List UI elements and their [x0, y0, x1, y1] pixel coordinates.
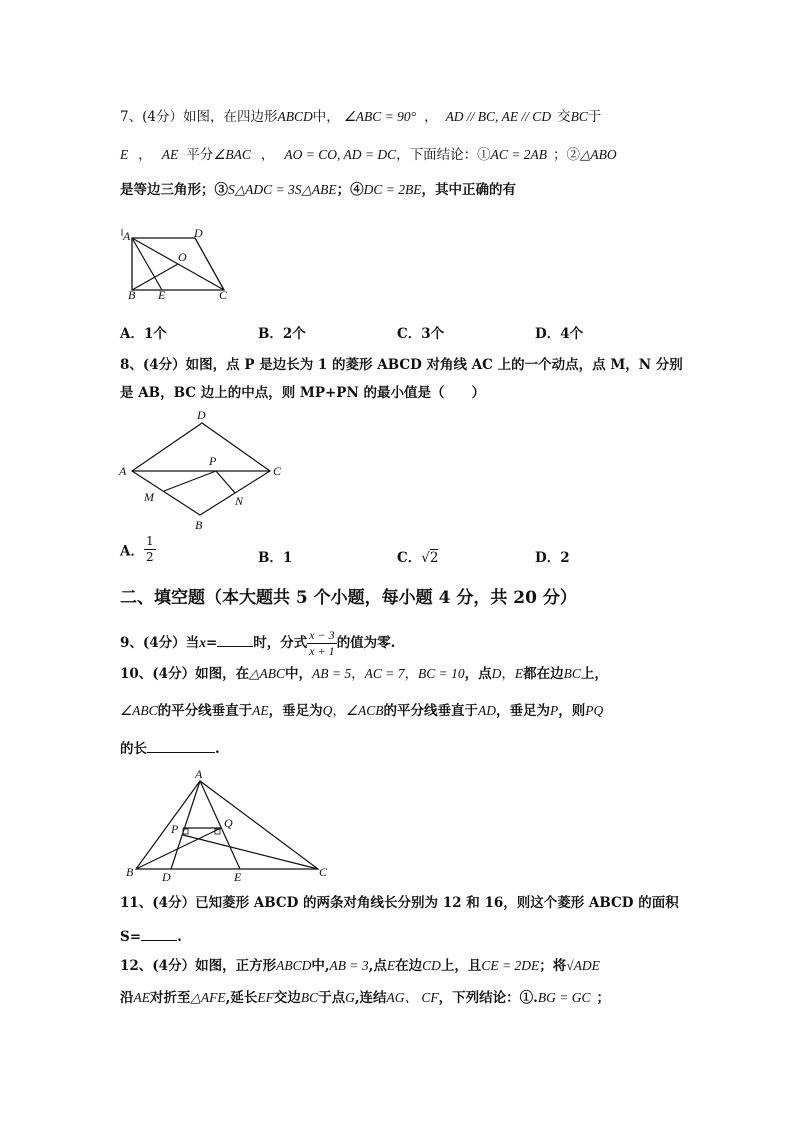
- q8-option-a-label: A．: [120, 543, 144, 560]
- q12-math: G: [345, 990, 355, 1005]
- q12-text: 上，且: [440, 958, 482, 974]
- q8-option-b[interactable]: B．1: [258, 550, 293, 566]
- q7-text: ，其中正确的有: [421, 182, 516, 198]
- q7-math: DC = 2BE: [363, 182, 422, 197]
- q8-line1: 8、(4分）如图，点 P 是边长为 1 的菱形 ABCD 对角线 AC 上的一个动点，点 M，N 分别: [120, 357, 683, 373]
- q10-line3: [120, 737, 220, 759]
- q10-text: 上，: [580, 666, 608, 682]
- q10-label-d: D: [162, 870, 171, 884]
- q10-math: P: [549, 703, 559, 718]
- q7-text: 是等边三角形；③: [120, 182, 228, 198]
- q10-text: 的长: [120, 741, 147, 757]
- q8-line2: 是 AB，BC 边上的中点，则 MP+PN 的最小值是（ ）: [120, 385, 485, 401]
- q7-line2: [120, 145, 617, 165]
- q12-text: ；将: [539, 958, 567, 974]
- q7-math: AC = 2AB: [490, 147, 547, 162]
- q7-math: BC: [570, 109, 588, 124]
- q7-text: 平分: [186, 147, 214, 163]
- q10-text: ，则: [558, 703, 586, 719]
- q10-label-a: A: [195, 767, 203, 781]
- q12-math: △AFE: [190, 990, 226, 1005]
- q8-label-c: C: [273, 464, 282, 478]
- q10-answer-blank[interactable]: [147, 737, 215, 753]
- q7-text: ；④: [336, 182, 364, 198]
- q11-answer-blank[interactable]: [141, 925, 177, 941]
- q10-line1: [120, 664, 608, 684]
- q10-line2: [120, 701, 603, 721]
- q10-text: 10、(4分）如图，在: [120, 666, 250, 682]
- q11-line2: [120, 925, 182, 947]
- q7-text: 中，: [312, 109, 340, 125]
- q7-label-b: B: [128, 288, 136, 302]
- q7-label-c: C: [219, 288, 228, 302]
- q12-math: √ADE: [566, 958, 600, 973]
- q12-text: 在边: [395, 958, 423, 974]
- q7-text: ，: [260, 147, 275, 163]
- q8-figure: [118, 405, 293, 535]
- q10-label-q: Q: [224, 816, 233, 830]
- q10-label-c: C: [319, 865, 328, 879]
- q7-text: ，: [138, 147, 152, 163]
- q10-text: 的平分线垂直于: [157, 703, 253, 719]
- q10-text: ，: [351, 666, 365, 682]
- q8-segment-pn: [216, 471, 235, 493]
- q7-math: △ABO: [579, 147, 617, 162]
- q12-text: ,点: [368, 958, 387, 974]
- q7-label-o: O: [178, 250, 187, 264]
- q12-text: ,延长: [225, 990, 258, 1006]
- q12-text: 交边: [273, 990, 301, 1006]
- q12-math: BC: [300, 990, 319, 1005]
- q12-line2: [120, 988, 610, 1008]
- q7-option-a[interactable]: A．1个: [120, 326, 167, 342]
- q7-math: ∠ABC = 90°: [343, 109, 417, 124]
- q11-text: S=: [120, 929, 142, 945]
- q10-label-e: E: [234, 870, 242, 884]
- q9-answer-blank[interactable]: [217, 631, 253, 647]
- q9-line: [120, 628, 395, 659]
- q7-option-b[interactable]: B．2个: [258, 326, 306, 342]
- q7-math: S△ADC = 3S△ABE: [228, 182, 337, 197]
- q10-math: AD: [477, 703, 496, 718]
- q10-text: ，: [404, 666, 418, 682]
- q12-text: 对折至: [150, 990, 191, 1006]
- q8-option-a-denominator: 2: [145, 550, 154, 564]
- q12-math: BG = GC: [537, 990, 591, 1005]
- q12-text: ；: [596, 990, 610, 1006]
- q10-text: 中，: [284, 666, 312, 682]
- q8-option-a-fraction: [144, 534, 156, 565]
- q10-text: ，垂足为: [268, 703, 323, 719]
- q12-text: 沿: [120, 990, 134, 1006]
- q12-math: CE = 2DE: [481, 958, 540, 973]
- q7-segment-bo: [132, 264, 178, 290]
- q10-math: AE: [252, 703, 269, 718]
- q12-math: E: [386, 958, 396, 973]
- q8-option-c-label: C．: [397, 550, 422, 566]
- q10-math: E: [514, 666, 524, 681]
- q10-text: ，: [332, 703, 346, 719]
- q8-label-m: M: [144, 490, 154, 504]
- q7-math: E: [120, 147, 129, 162]
- q9-text: 的值为零.: [336, 635, 396, 651]
- q8-label-d: D: [197, 408, 206, 422]
- q9-text: 9、(4分）当: [120, 635, 200, 651]
- q10-math: BC: [563, 666, 581, 681]
- q10-math: Q: [322, 703, 333, 718]
- q12-math: ABCD: [276, 958, 312, 973]
- q10-text: 的平分线垂直于: [383, 703, 478, 719]
- q8-option-c[interactable]: [397, 546, 438, 566]
- q12-text: 中,: [311, 958, 330, 974]
- q7-text: ；②: [552, 147, 580, 163]
- q10-figure: [120, 765, 335, 885]
- q7-label-a: A: [123, 229, 131, 243]
- q12-math: AB = 3: [329, 958, 369, 973]
- q11-text: .: [177, 929, 182, 945]
- q9-text: =: [205, 635, 218, 651]
- q10-text: .: [215, 741, 220, 757]
- q12-text: ，下列结论：①.: [438, 990, 538, 1006]
- q10-math: ∠ACB: [345, 703, 384, 718]
- q10-math: D: [491, 666, 502, 681]
- q7-option-c[interactable]: C．3个: [397, 326, 445, 342]
- q8-segment-mp: [164, 471, 216, 491]
- q10-text: ，: [501, 666, 515, 682]
- q12-math: EF: [257, 990, 274, 1005]
- section-heading-fill-blank: 二、填空题（本大题共 5 个小题，每小题 4 分，共 20 分）: [120, 588, 577, 608]
- q10-text: 都在边: [523, 666, 564, 682]
- q7-text: 7、(4分）如图，在四边形: [120, 109, 278, 125]
- q7-text: 交: [557, 109, 571, 125]
- q7-text: 于: [587, 109, 602, 125]
- q7-math: ∠BAC: [213, 147, 251, 162]
- q9-text: 时，分式: [253, 635, 308, 651]
- q7-math: AO = CO, AD = DC: [284, 147, 397, 162]
- q12-text: 于点: [318, 990, 346, 1006]
- q7-figure: [118, 226, 238, 301]
- q7-label-d: D: [194, 226, 203, 240]
- q7-text: ，: [424, 109, 438, 125]
- q10-text: ，点: [464, 666, 492, 682]
- q7-math: AE: [161, 147, 179, 162]
- q12-math: CD: [422, 958, 441, 973]
- q7-line1: [120, 107, 601, 127]
- q10-math: AC = 7: [364, 666, 405, 681]
- q12-math: AG、 CF: [386, 990, 439, 1005]
- q8-option-a-numerator: 1: [145, 534, 154, 548]
- q10-text: ，垂足为: [495, 703, 550, 719]
- q10-math: AB = 5: [311, 666, 352, 681]
- q10-math: BC = 10: [417, 666, 465, 681]
- q8-option-a[interactable]: [120, 534, 156, 565]
- q10-math: △ABC: [249, 666, 285, 681]
- q9-variable: x: [199, 635, 206, 650]
- q7-text: ，下面结论：①: [396, 147, 491, 163]
- q10-segment-ae: [200, 781, 240, 869]
- q9-numerator: x − 3: [309, 628, 335, 642]
- q10-bisector-b: [136, 828, 221, 869]
- q10-bisector-c: [183, 835, 318, 869]
- q7-label-e: E: [158, 288, 166, 302]
- q12-math: AE: [133, 990, 150, 1005]
- q7-line3: [120, 180, 516, 200]
- q11-line1: 11、(4分）已知菱形 ABCD 的两条对角线长分别为 12 和 16，则这个菱形 ABCD 的面积: [120, 895, 679, 911]
- q12-text: 12、(4分）如图，正方形: [120, 958, 277, 974]
- q10-math: ∠ABC: [120, 703, 158, 718]
- q8-option-c-radicand: 2: [429, 550, 439, 566]
- q9-fraction: [307, 628, 336, 659]
- q10-label-p: P: [171, 822, 179, 836]
- q7-math: ABCD: [277, 109, 313, 124]
- q8-label-a: A: [119, 464, 127, 478]
- q10-math: PQ: [585, 703, 604, 718]
- q7-option-d[interactable]: D．4个: [535, 326, 584, 342]
- q9-denominator: x + 1: [309, 644, 335, 658]
- q8-option-c-sqrt: √2: [421, 550, 439, 566]
- q8-label-b: B: [195, 518, 203, 532]
- q12-text: ,连结: [354, 990, 387, 1006]
- q12-line1: [120, 956, 600, 976]
- q8-option-d[interactable]: D．2: [535, 550, 570, 566]
- q7-math: AD // BC, AE // CD: [445, 109, 552, 124]
- q8-label-p: P: [209, 454, 217, 468]
- q10-label-b: B: [126, 865, 134, 879]
- q8-label-n: N: [235, 494, 244, 508]
